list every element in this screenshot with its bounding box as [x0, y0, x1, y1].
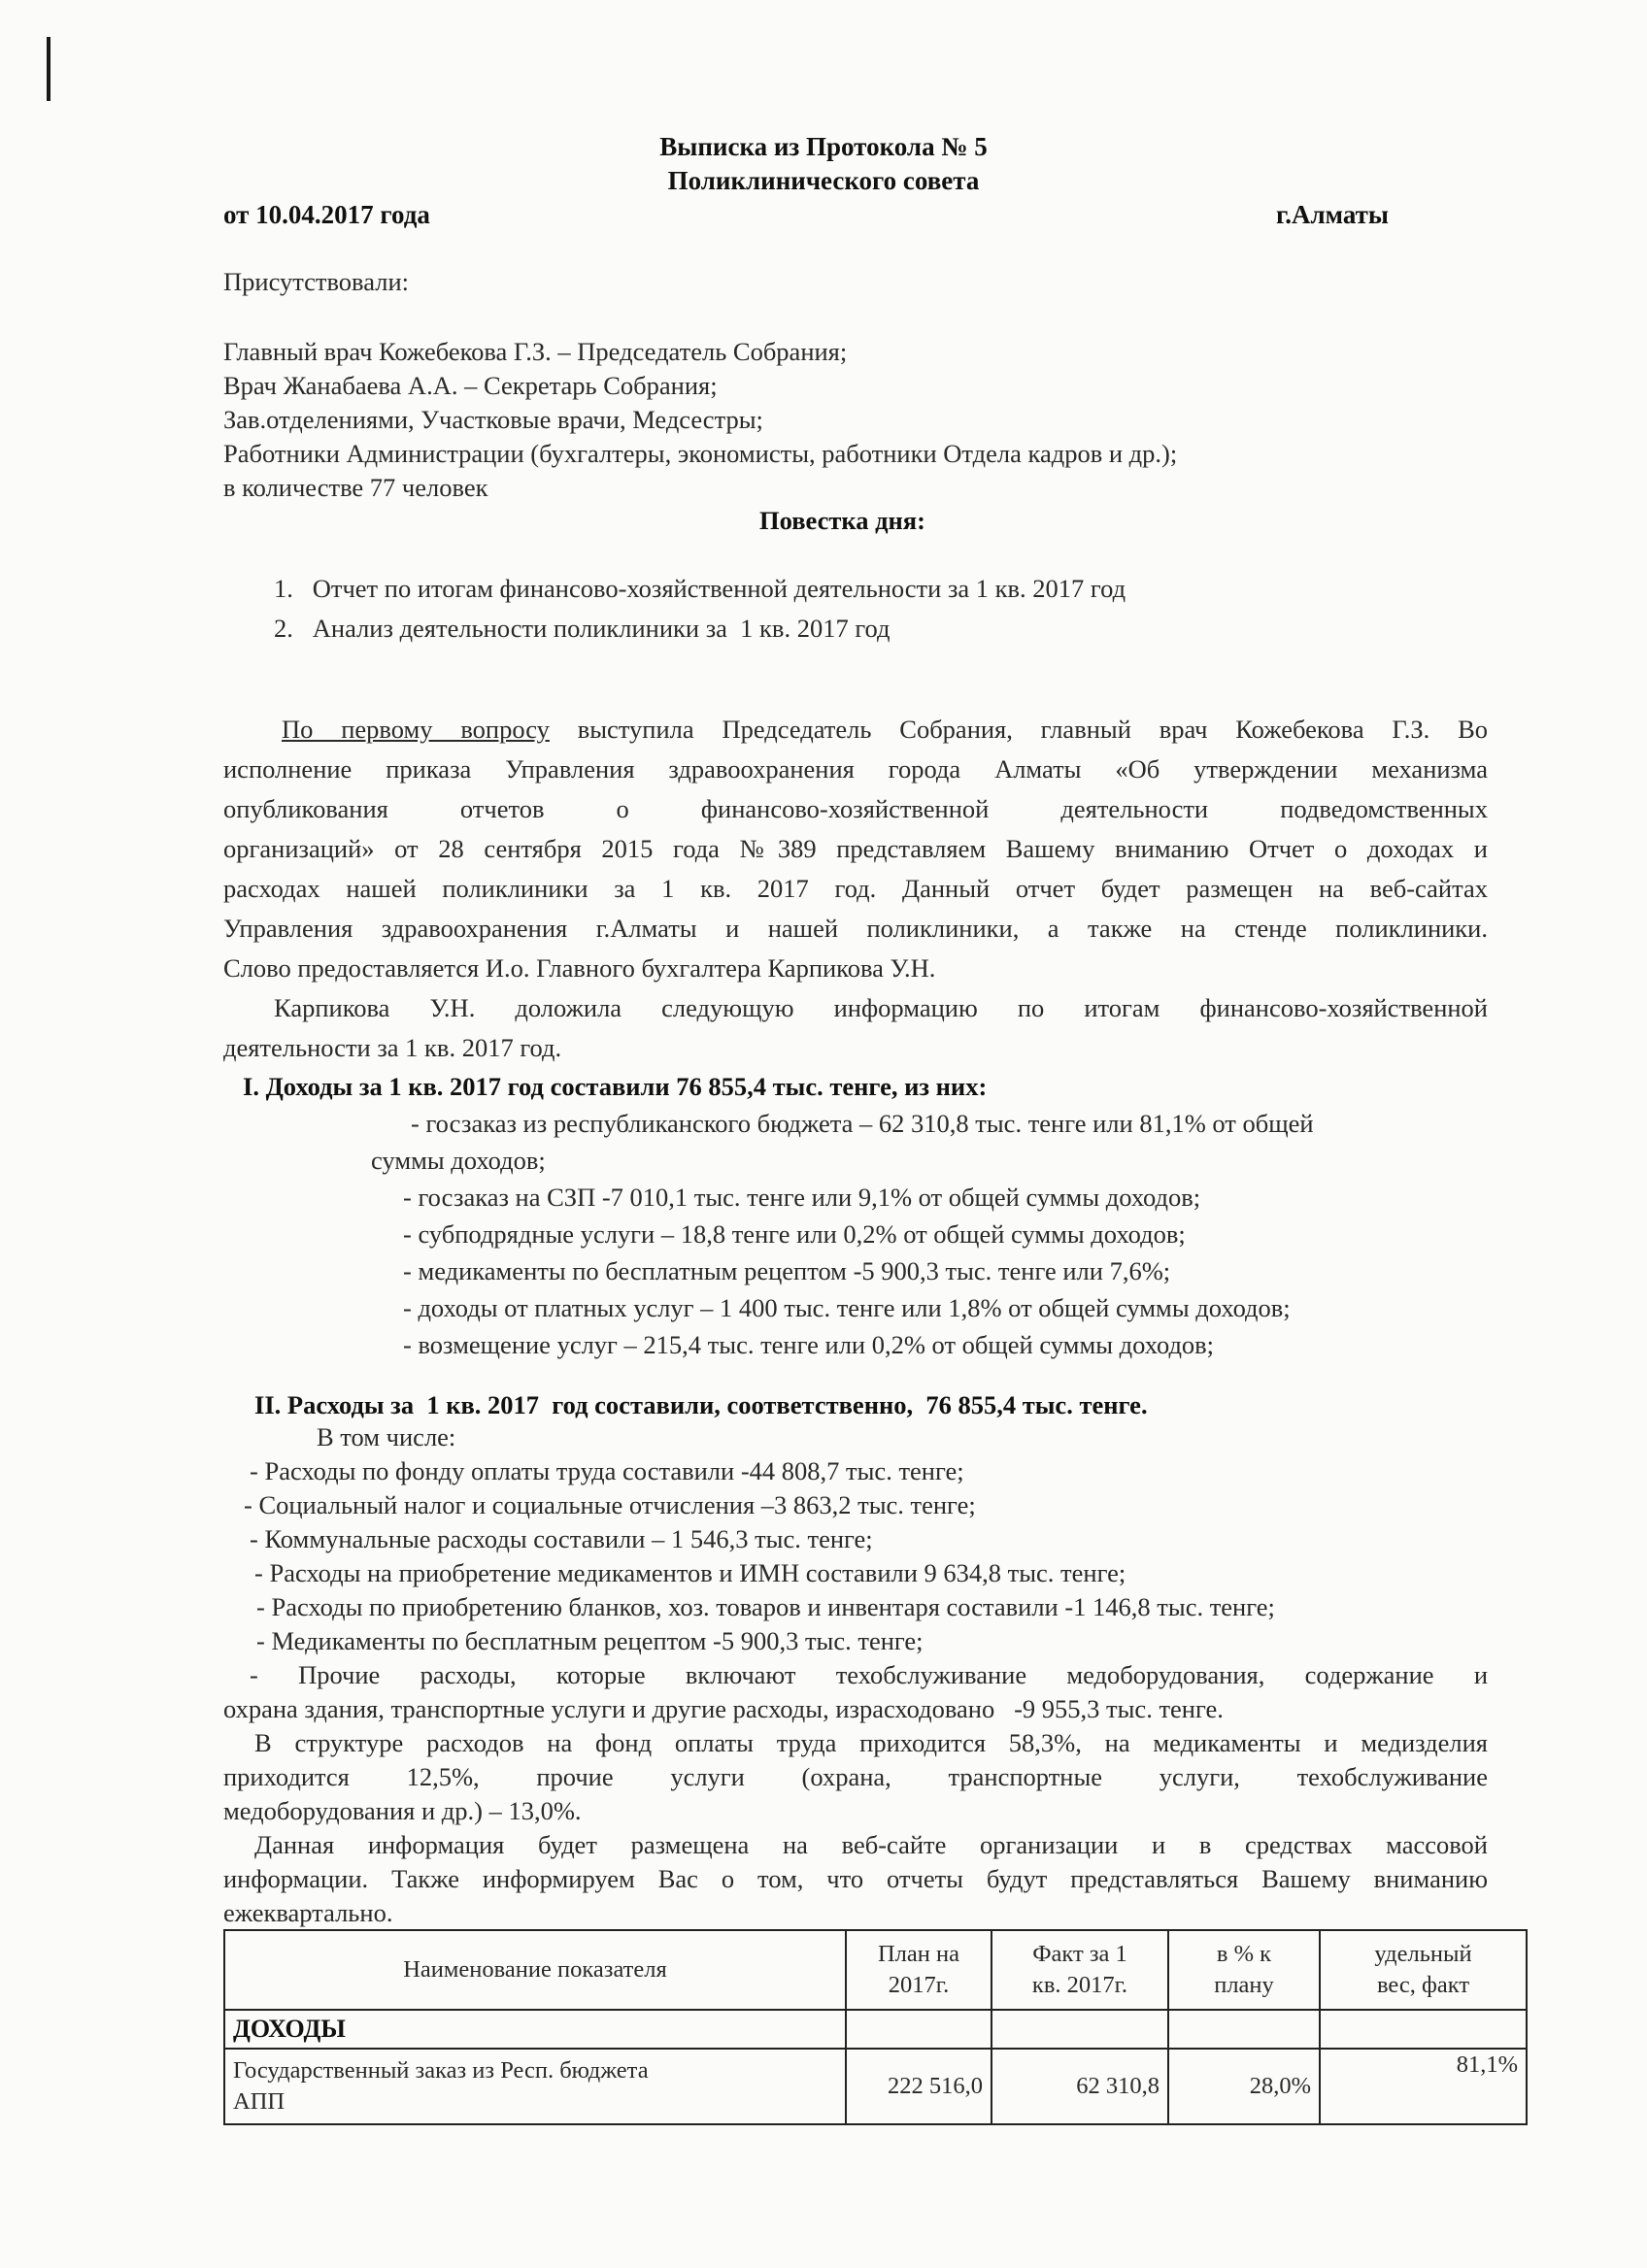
paragraph-line: деятельности за 1 кв. 2017 год. [223, 1033, 562, 1062]
table-row [224, 2049, 1527, 2124]
agenda-heading: Повестка дня: [759, 506, 925, 535]
row-share: 81,1% [1320, 2049, 1527, 2124]
paragraph-line: Управления здравоохранения г.Алматы и нашей поликлиники, а также на стенде поликлиники. [223, 914, 1488, 943]
row-plan: 222 516,0 [846, 2049, 992, 2124]
document-subtitle: Поликлинического совета [667, 166, 980, 195]
table-header-row [224, 1930, 1527, 2010]
column-header-share: удельный вес, факт [1320, 1930, 1527, 2010]
paragraph-line: организаций» от 28 сентября 2015 года №389 представляем Вашему вниманию Отчет о доходах и [223, 834, 1488, 863]
paragraph-line: По первому вопросу выступила Председатель Собрания, главный врач Кожебекова Г.З. Во [282, 715, 1488, 744]
protocol-date: от 10.04.2017 года [223, 200, 430, 229]
paragraph-line: опубликования отчетов о финансово-хозяйственной деятельности подведомственных [223, 794, 1488, 823]
expense-item: - Расходы по приобретению бланков, хоз. товаров и инвентаря составили -1 146,8 тыс. тенге; [256, 1592, 1275, 1621]
paragraph-line: Слово предоставляется И.о. Главного бухгалтера Карпикова У.Н. [223, 953, 936, 983]
scan-margin-mark [47, 37, 50, 101]
income-heading: I. Доходы за 1 кв. 2017 год составили 76 855,4 тыс. тенге, из них: [243, 1072, 988, 1101]
expense-item: - Социальный налог и социальные отчисления –3 863,2 тыс. тенге; [244, 1490, 976, 1519]
income-item: суммы доходов; [371, 1146, 546, 1175]
attendance-line: Зав.отделениями, Участковые врачи, Медсестры; [223, 405, 763, 434]
paragraph-line: медоборудования и др.) – 13,0%. [223, 1796, 582, 1825]
attendance-line: в количестве 77 человек [223, 473, 488, 502]
column-header-percent: в % к плану [1168, 1930, 1320, 2010]
income-item: - субподрядные услуги – 18,8 тенге или 0,2% от общей суммы доходов; [403, 1219, 1186, 1249]
agenda-item: 1. Отчет по итогам финансово-хозяйственной деятельности за 1 кв. 2017 год [274, 574, 1126, 603]
row-fact: 62 310,8 [992, 2049, 1168, 2124]
expense-item: охрана здания, транспортные услуги и другие расходы, израсходовано -9 955,3 тыс. тенге. [223, 1694, 1224, 1723]
attendance-heading: Присутствовали: [223, 267, 409, 296]
expense-item: - Медикаменты по бесплатным рецептом -5 900,3 тыс. тенге; [256, 1626, 924, 1655]
section-income-label: ДОХОДЫ [224, 2010, 846, 2049]
row-percent: 28,0% [1168, 2049, 1320, 2124]
paragraph-line: В структуре расходов на фонд оплаты труда приходится 58,3%, на медикаменты и медизделия [254, 1728, 1488, 1757]
attendance-line: Главный врач Кожебекова Г.З. – Председатель Собрания; [223, 337, 848, 366]
column-header-name: Наименование показателя [224, 1930, 846, 2010]
paragraph-line: приходится 12,5%, прочие услуги (охрана, транспортные услуги, техобслуживание [223, 1762, 1488, 1791]
income-item: - медикаменты по бесплатным рецептом -5 900,3 тыс. тенге или 7,6%; [403, 1256, 1171, 1285]
attendance-line: Работники Администрации (бухгалтеры, экономисты, работники Отдела кадров и др.); [223, 439, 1178, 468]
expenses-heading: II. Расходы за 1 кв. 2017 год составили, соответственно, 76 855,4 тыс. тенге. [254, 1390, 1148, 1419]
document-title: Выписка из Протокола № 5 [659, 132, 988, 161]
first-question-link: По первому вопросу [282, 715, 550, 744]
paragraph-line: Данная информация будет размещена на веб-сайте организации и в средствах массовой [254, 1830, 1488, 1859]
expenses-intro: В том числе: [317, 1422, 456, 1451]
expense-item: - Коммунальные расходы составили – 1 546,3 тыс. тенге; [250, 1524, 873, 1553]
income-item: - госзаказ из республиканского бюджета – 62 310,8 тыс. тенге или 81,1% от общей [411, 1109, 1314, 1138]
row-name: Государственный заказ из Респ. бюджета АПП [224, 2049, 846, 2124]
agenda-item: 2. Анализ деятельности поликлиники за 1 кв. 2017 год [274, 614, 891, 643]
expense-item: - Расходы на приобретение медикаментов и ИМН составили 9 634,8 тыс. тенге; [254, 1558, 1126, 1587]
attendance-line: Врач Жанабаева А.А. – Секретарь Собрания; [223, 371, 718, 400]
income-item: - возмещение услуг – 215,4 тыс. тенге или 0,2% от общей суммы доходов; [403, 1330, 1215, 1359]
financial-table [223, 1929, 1528, 2125]
income-item: - госзаказ на СЗП -7 010,1 тыс. тенге или 9,1% от общей суммы доходов; [403, 1183, 1201, 1212]
paragraph-line: информации. Также информируем Вас о том, что отчеты будут представляться Вашему вниманию [223, 1864, 1488, 1893]
column-header-fact: Факт за 1 кв. 2017г. [992, 1930, 1168, 2010]
expense-item: - Расходы по фонду оплаты труда составили -44 808,7 тыс. тенге; [250, 1456, 964, 1485]
expense-item: - Прочие расходы, которые включают техобслуживание медоборудования, содержание и [250, 1660, 1488, 1689]
paragraph-line: Карпикова У.Н. доложила следующую информацию по итогам финансово-хозяйственной [274, 993, 1488, 1022]
protocol-city: г.Алматы [1276, 200, 1389, 229]
table-section-row [224, 2010, 1527, 2049]
column-header-plan: План на 2017г. [846, 1930, 992, 2010]
income-item: - доходы от платных услуг – 1 400 тыс. тенге или 1,8% от общей суммы доходов; [403, 1293, 1291, 1322]
paragraph-line: ежеквартально. [223, 1898, 393, 1927]
paragraph-line: исполнение приказа Управления здравоохранения города Алматы «Об утверждении механизма [223, 754, 1488, 784]
paragraph-line: расходах нашей поликлиники за 1 кв. 2017 год. Данный отчет будет размещен на веб-сайтах [223, 874, 1488, 903]
